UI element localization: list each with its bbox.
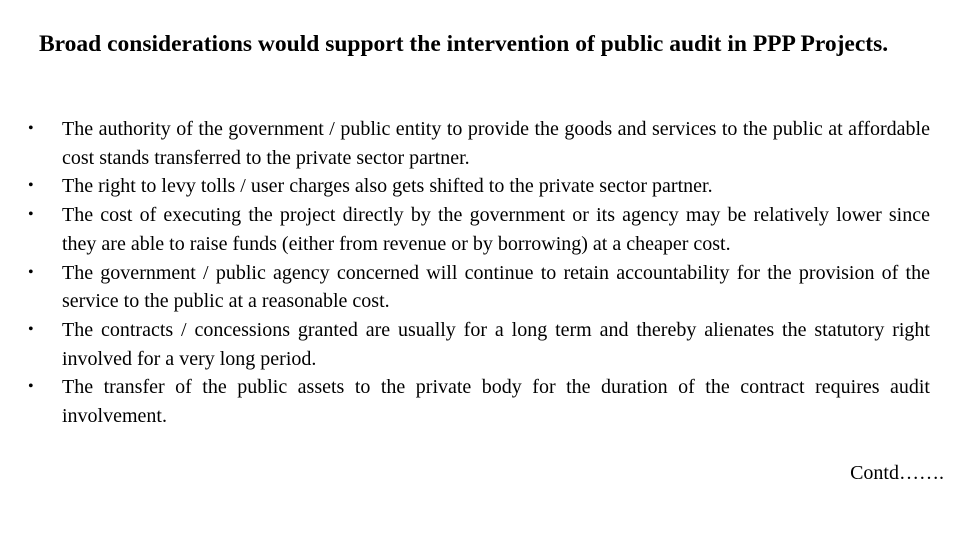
bullet-item: [28, 373, 930, 430]
bullet-icon: •: [28, 320, 34, 338]
bullet-icon: •: [28, 263, 34, 281]
bullet-list: [28, 115, 930, 431]
bullet-text: The contracts / concessions granted are usually for a long term and thereby alienates the statutory right involved for a very long period.: [62, 318, 930, 370]
bullet-item: [28, 172, 930, 201]
bullet-item: [28, 115, 930, 172]
bullet-icon: •: [28, 206, 34, 224]
bullet-text: The cost of executing the project directly by the government or its agency may be relatively lower since they are able to raise funds (either from revenue or by borrowing) at a cheaper cost.: [62, 204, 930, 255]
bullet-icon: •: [28, 378, 34, 396]
bullet-icon: •: [28, 120, 34, 137]
bullet-text: The authority of the government / public entity to provide the goods and services to the public at affordable cost stands transferred to the private sector partner.: [62, 118, 930, 169]
bullet-text: The right to levy tolls / user charges also gets shifted to the private sector partner.: [62, 175, 713, 198]
bullet-text: The transfer of the public assets to the private body for the duration of the contract requires audit involvement.: [62, 376, 930, 428]
bullet-icon: •: [28, 177, 34, 195]
bullet-item: [28, 316, 930, 373]
bullet-item: [28, 259, 930, 316]
bullet-text: The government / public agency concerned will continue to retain accountability for the provision of the service to the public at a reasonable cost.: [62, 261, 930, 313]
bullet-item: [28, 201, 930, 258]
continued-label: Contd…….: [850, 462, 944, 484]
slide-title: Broad considerations would support the intervention of public audit in PPP Projects.: [39, 31, 889, 57]
